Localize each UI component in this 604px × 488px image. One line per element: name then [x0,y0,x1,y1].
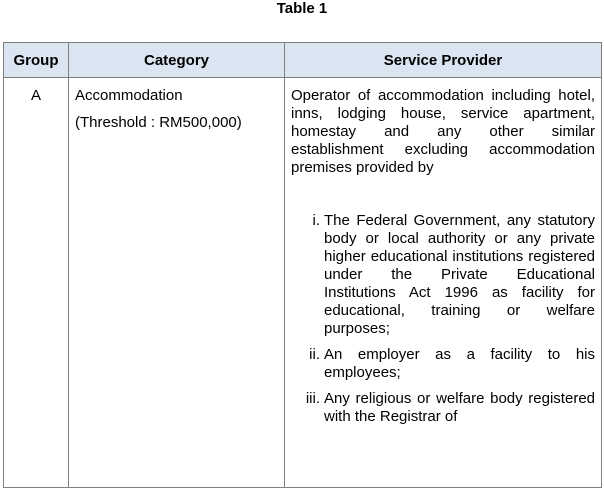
list-item [291,390,595,426]
list-item [291,212,595,338]
exclusion-list [291,212,595,426]
provider-intro: Operator of accommodation including hotel, inns, lodging house, service apartment, homestay and any other similar establishment excluding accommodation premises provided by [291,87,595,176]
header-category: Category [69,43,285,78]
list-item-text: An employer as a facility to his employees; [324,346,595,381]
group-cell: A [4,78,69,488]
list-item-text: The Federal Government, any statutory body or local authority or any private higher educational institutions registered under the Private Educational Institutions Act 1996 as facility for educational, training or welfare purposes; [324,212,595,337]
list-item-number: iii. [305,390,320,407]
category-cell [69,78,285,488]
header-row [4,43,602,78]
table-caption: Table 1 [276,0,328,17]
list-item-number: i. [312,212,320,229]
list-item [291,346,595,382]
category-name: Accommodation [75,87,183,104]
service-provider-cell [285,78,602,488]
table-row [4,78,602,488]
list-item-number: ii. [309,346,320,363]
header-group: Group [4,43,69,78]
list-item-text: Any religious or welfare body registered with the Registrar of [324,390,595,425]
service-tax-table [3,42,602,488]
header-service-provider: Service Provider [285,43,602,78]
category-threshold: (Threshold : RM500,000) [75,114,242,131]
